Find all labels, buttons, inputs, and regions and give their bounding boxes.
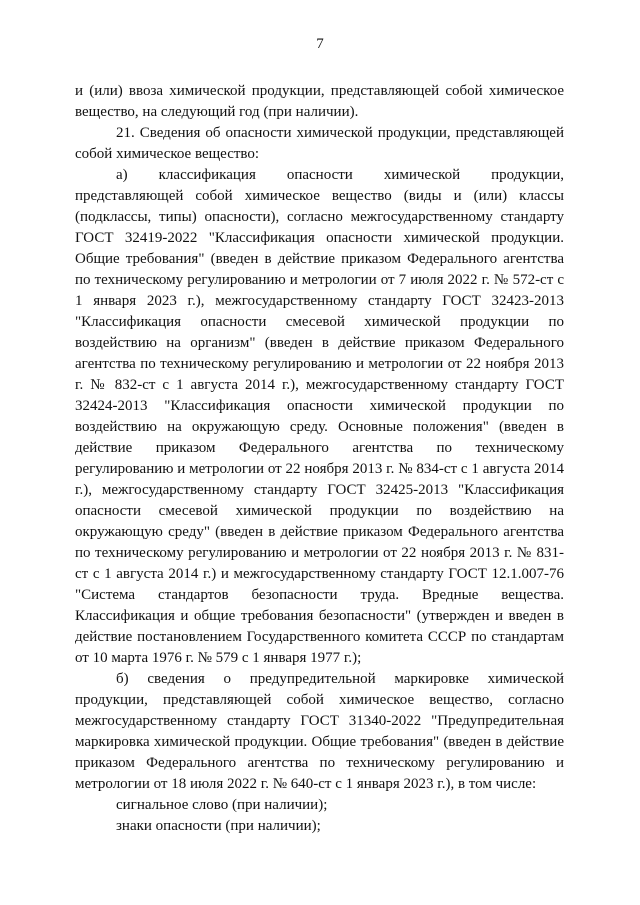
paragraph-item-b: б) сведения о предупредительной маркировке химической продукции, представляющей собой химическое вещество, согласно межгосударственному стандарту ГОСТ 31340-2022 "Предупредительная маркировка химической продукции. Общие требования" (введен в действие приказом Федерального агентства по техническому регулированию и метрологии от 18 июля 2022 г. № 640-ст с 1 января 2023 г.), в том числе:: [75, 671, 564, 792]
paragraph-item-a: а) классификация опасности химической продукции, представляющей собой химическое вещество (виды и (или) классы (подклассы, типы) опасности), согласно межгосударственному стандарту ГОСТ 32419-2022 "Классификация опасности химической продукции. Общие требования" (введен в действие приказом Федерального агентства по техническому регулированию и метрологии от 7 июля 2022 г. № 572-ст с 1 января 2023 г.), межгосударственному стандарту ГОСТ 32423-2013 "Классификация опасности смесевой химической продукции по воздействию на организм" (введен в действие приказом Федерального агентства по техническому регулированию и метрологии от 22 ноября 2013 г. № 832-ст с 1 августа 2014 г.), межгосударственному стандарту ГОСТ 32424-2013 "Классификация опасности химической продукции по воздействию на окружающую среду. Основные положения" (введен в действие приказом Федерального агентства по техническому регулированию и метрологии от 22 ноября 2013 г. № 834-ст с 1 августа 2014 г.), межгосударственному стандарту ГОСТ 32425-2013 "Классификация опасности смесевой химической продукции по воздействию на окружающую среду" (введен в действие приказом Федерального агентства по техническому регулированию и метрологии от 22 ноября 2013 г. № 831-ст с 1 августа 2014 г.) и межгосударственному стандарту ГОСТ 12.1.007-76 "Система стандартов безопасности труда. Вредные вещества. Классификация и общие требования безопасности" (утвержден и введен в действие постановлением Государственного комитета СССР по стандартам от 10 марта 1976 г. № 579 с 1 января 1977 г.);: [75, 167, 564, 666]
document-body: [75, 81, 564, 837]
list-item-signal-word: сигнальное слово (при наличии);: [116, 797, 328, 813]
list-item-hazard-signs: знаки опасности (при наличии);: [116, 818, 321, 834]
paragraph-continuation: и (или) ввоза химической продукции, представляющей собой химическое вещество, на следующий год (при наличии).: [75, 83, 564, 120]
page-number: 7: [316, 36, 324, 52]
paragraph-section-21: 21. Сведения об опасности химической продукции, представляющей собой химическое вещество:: [75, 125, 564, 162]
